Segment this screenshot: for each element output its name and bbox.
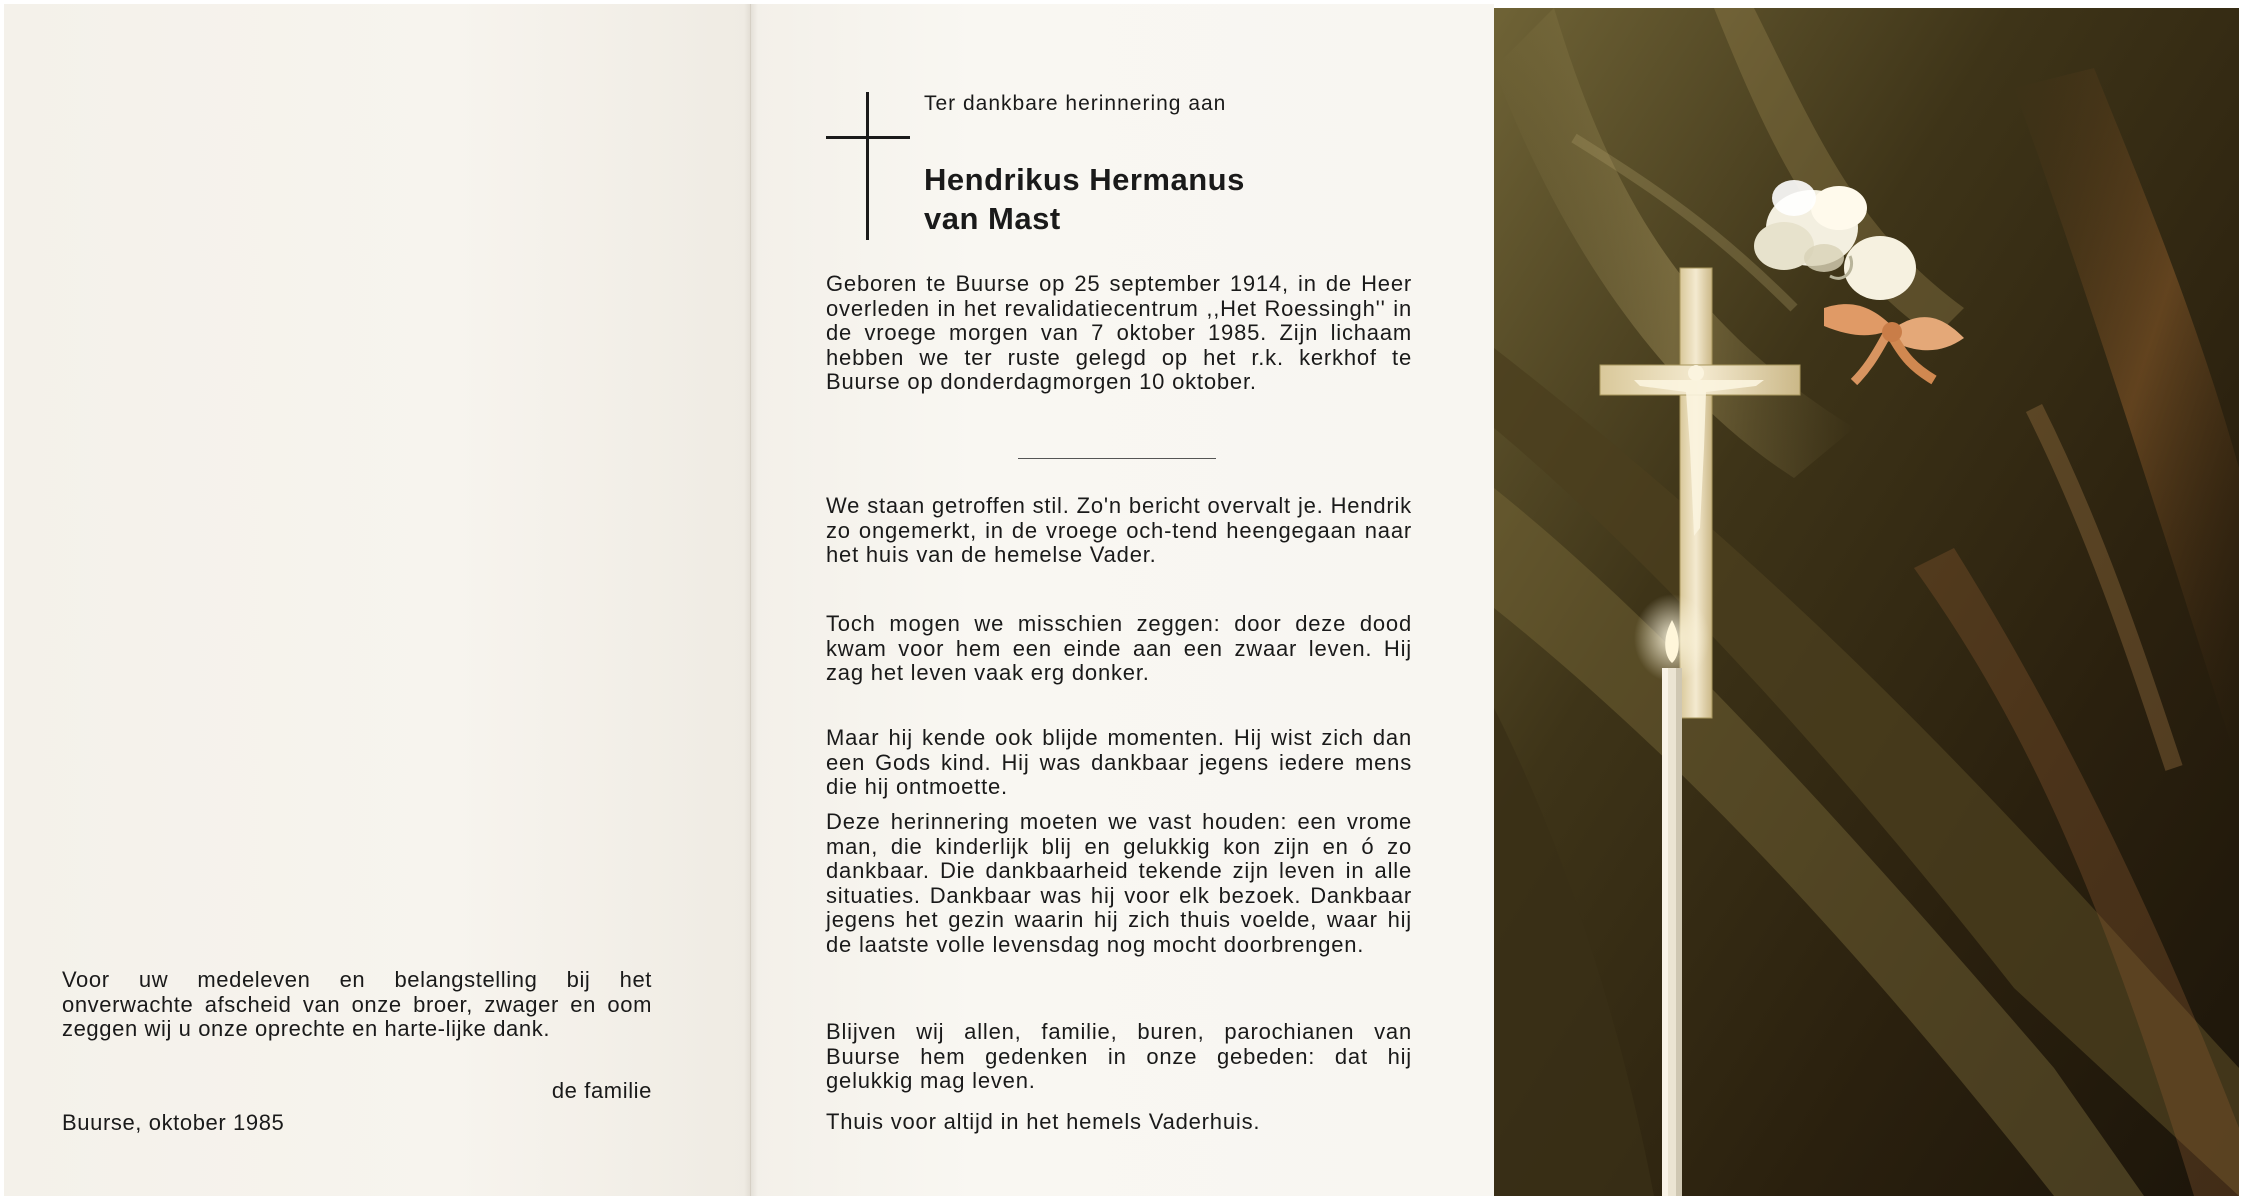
crucifix-photo [1494, 8, 2239, 1196]
birth-death-text: Geboren te Buurse op 25 september 1914, in de Heer overleden in het revalidatiecentrum ,,Het Roessingh'' in de vroege morgen van 7 oktober 1985. Zijn lichaam hebben we ter ruste gelegd op het r.k. kerkhof te Buurse op donderdagmorgen 10 oktober. [826, 271, 1412, 394]
paragraph: Blijven wij allen, familie, buren, parochianen van Buurse hem gedenken in onze gebeden: dat hij gelukkig mag leven. [826, 1019, 1412, 1093]
divider [1018, 458, 1216, 459]
cross-icon-bar [826, 136, 910, 139]
paragraph: Maar hij kende ook blijde momenten. Hij wist zich dan een Gods kind. Hij was dankbaar jegens iedere mens die hij ontmoette. [826, 725, 1412, 799]
fold-crease [744, 4, 758, 1196]
thanks-text: Voor uw medeleven en belangstelling bij het onverwachte afscheid van onze broer, zwager en oom zeggen wij u onze oprechte en harte-lijke dank. [62, 967, 652, 1041]
paragraph: Deze herinnering moeten we vast houden: een vrome man, die kinderlijk blij en gelukkig kon zijn en ó zo dankbaar. Die dankbaarheid tekende zijn leven in alle situaties. Dankbaar was hij voor elk bezoek. Dankbaar jegens het gezin waarin hij zich thuis voelde, waar hij de laatste volle levensdag nog mocht doorbrengen. [826, 809, 1412, 957]
photo-panel [1494, 8, 2239, 1196]
name-line-1: Hendrikus Hermanus [924, 162, 1245, 197]
place-date: Buurse, oktober 1985 [62, 1110, 285, 1135]
deceased-name [924, 160, 1384, 238]
paragraph: Toch mogen we misschien zeggen: door deze dood kwam voor hem een einde aan een zwaar leven. Hij zag het leven vaak erg donker. [826, 611, 1412, 685]
name-line-2: van Mast [924, 201, 1061, 236]
closing-line: Thuis voor altijd in het hemels Vaderhuis. [826, 1109, 1261, 1134]
cross-icon [866, 92, 869, 240]
intro-text: Ter dankbare herinnering aan [924, 92, 1227, 115]
paragraph: We staan getroffen stil. Zo'n bericht overvalt je. Hendrik zo ongemerkt, in de vroege och-tend heengegaan naar het huis van de hemelse Vader. [826, 493, 1412, 567]
signoff: de familie [551, 1078, 652, 1103]
